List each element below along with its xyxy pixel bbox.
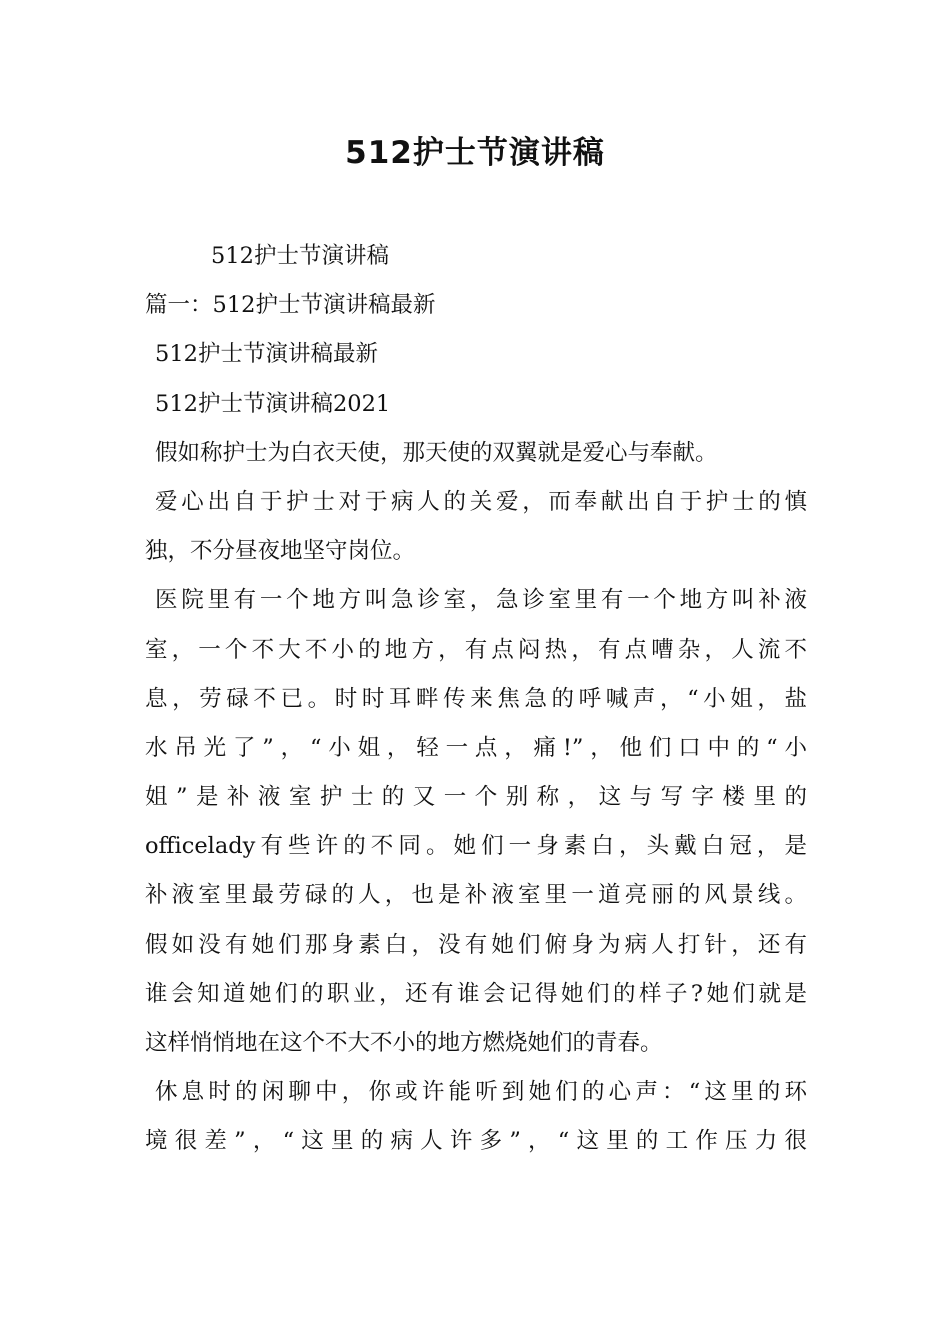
paragraph-line: 室，一个不大不小的地方，有点闷热，有点嘈杂，人流不 bbox=[145, 636, 807, 663]
paragraph-line: officelady有些许的不同。她们一身素白，头戴白冠，是 bbox=[145, 833, 807, 860]
paragraph-line: 谁会知道她们的职业，还有谁会记得她们的样子?她们就是 bbox=[145, 980, 807, 1007]
document-title: 512护士节演讲稿 bbox=[345, 135, 605, 171]
paragraph-line: 姐”是补液室护士的又一个别称，这与写字楼里的 bbox=[145, 784, 807, 811]
section-heading: 篇一：512护士节演讲稿最新 bbox=[145, 292, 436, 319]
text-line: 512护士节演讲稿最新 bbox=[155, 341, 378, 368]
document-body bbox=[145, 232, 807, 1167]
paragraph-line: 爱心出自于护士对于病人的关爱，而奉献出自于护士的慎 bbox=[155, 488, 807, 515]
subtitle-line: 512护士节演讲稿 bbox=[211, 243, 389, 269]
paragraph-line: 医院里有一个地方叫急诊室，急诊室里有一个地方叫补液 bbox=[155, 587, 807, 614]
paragraph-line: 假如没有她们那身素白，没有她们俯身为病人打针，还有 bbox=[145, 931, 807, 958]
paragraph-line: 境很差”，“这里的病人许多”，“这里的工作压力很 bbox=[145, 1128, 807, 1155]
text-line: 512护士节演讲稿2021 bbox=[155, 390, 391, 417]
paragraph-line: 休息时的闲聊中，你或许能听到她们的心声：“这里的环 bbox=[155, 1079, 807, 1106]
paragraph-line: 假如称护士为白衣天使，那天使的双翼就是爱心与奉献。 bbox=[155, 439, 718, 466]
paragraph-line: 这样悄悄地在这个不大不小的地方燃烧她们的青春。 bbox=[145, 1030, 663, 1056]
paragraph-line: 补液室里最劳碌的人，也是补液室里一道亮丽的风景线。 bbox=[145, 882, 807, 909]
paragraph-line: 息，劳碌不已。时时耳畔传来焦急的呼喊声，“小姐，盐 bbox=[145, 685, 807, 712]
paragraph-line: 独，不分昼夜地坚守岗位。 bbox=[145, 538, 416, 565]
paragraph-line: 水吊光了”，“小姐，轻一点，痛!”，他们口中的“小 bbox=[145, 734, 807, 761]
